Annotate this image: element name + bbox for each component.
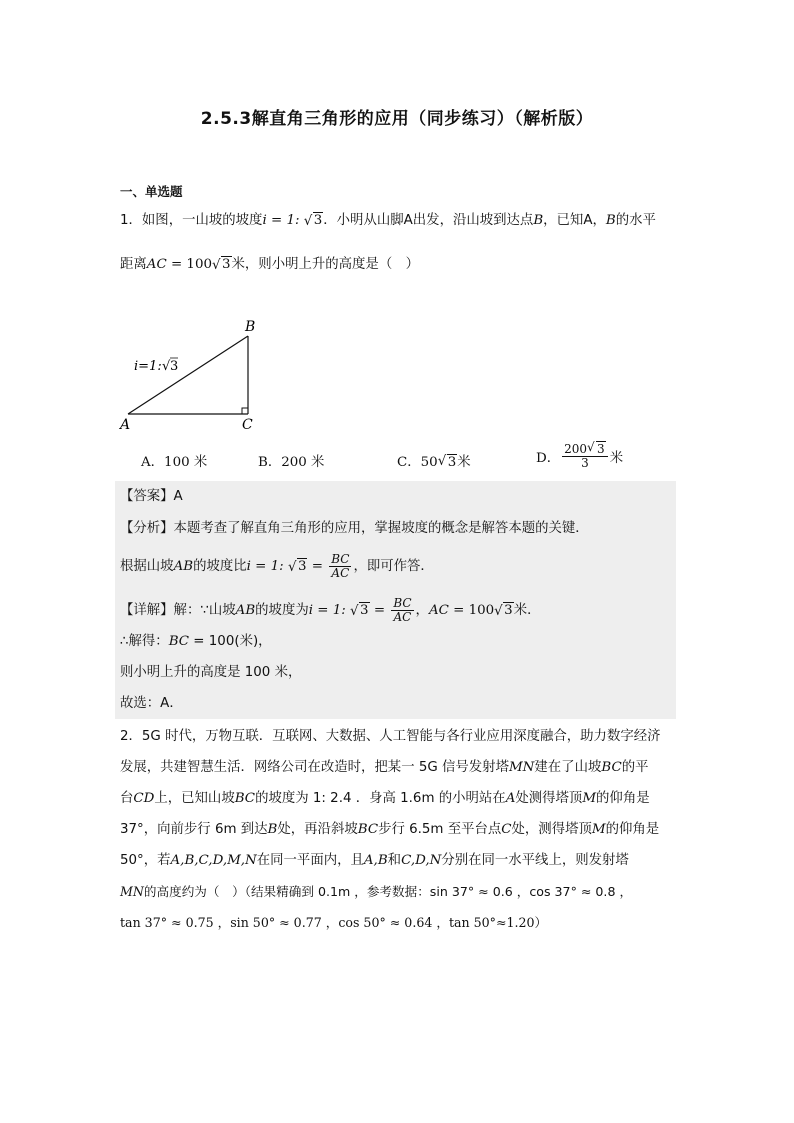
option-b: B．200 米 <box>258 455 325 470</box>
answer-line: 【答案】A <box>120 489 183 504</box>
analysis-line: 【分析】本题考查了解直角三角形的应用，掌握坡度的概念是解答本题的关键． <box>120 521 589 536</box>
slope-sqrt-sign: √ <box>162 359 171 374</box>
page-title: 2.5.3解直角三角形的应用（同步练习）（解析版） <box>200 109 594 129</box>
detail-line-3: 则小明上升的高度是 100 米， <box>120 665 302 680</box>
analysis-line-2: 根据山坡AB的坡度比i = 1: √ 3 = $\frac{BC}{AC}$ ，即可作答． <box>120 553 434 580</box>
slope-label: i=1: <box>134 359 162 374</box>
detail-line-1: 【详解】解：∵山坡AB的坡度为i = 1: √ 3 = $\frac{BC}{AC}$ ，AC = 100√ 3米． <box>120 597 540 624</box>
detail-line-4: 故选：A． <box>120 696 183 711</box>
slope-radicand: 3 <box>170 359 179 374</box>
vertex-label-b: B <box>245 319 256 335</box>
vertex-label-c: C <box>242 417 253 433</box>
q1-line-2: 距离AC = 100√ 3米，则小明上升的高度是（ ） <box>120 255 419 275</box>
option-c: C．50√ 3米 <box>397 451 471 470</box>
q1-line-1: 1．如图，一山坡的坡度i = 1: √ 3．小明从山脚A出发，沿山坡到达点B，已知A，B的水平 <box>120 211 656 231</box>
section-heading: 一、单选题 <box>120 184 183 199</box>
q2-line-1: 2．5G 时代，万物互联．互联网、大数据、人工智能与各行业应用深度融合，助力数字经济 <box>120 729 661 744</box>
q2-line-7: tan 37° ≈ 0.75 ，sin 50° ≈ 0.77 ，cos 50° ≈ 0.64 ，tan 50°≈1.20） <box>120 915 548 930</box>
q2-line-6: MN的高度约为（ ）（结果精确到 0.1m ，参考数据：sin 37° ≈ 0.6 ，cos 37° ≈ 0.8 ， <box>120 884 633 899</box>
triangle-figure <box>112 316 272 438</box>
option-d: D． $\frac{200√ 3}{3}$ 米 <box>536 443 623 470</box>
q2-line-5: 50°，若A,B,C,D,M,N在同一平面内，且A,B和C,D,N分别在同一水平线上，则发射塔 <box>120 853 629 868</box>
slope-line-ab <box>128 336 248 414</box>
q2-line-3: 台CD上，已知山坡BC的坡度为 1: 2.4 ．身高 1.6m 的小明站在A处测得塔顶M的仰角是 <box>120 791 650 806</box>
q2-line-4: 37°，向前步行 6m 到达B处，再沿斜坡BC步行 6.5m 至平台点C处，测得塔顶M的仰角是 <box>120 822 660 837</box>
option-a: A．100 米 <box>141 455 208 470</box>
right-angle-mark <box>242 408 248 414</box>
vertex-label-a: A <box>120 417 131 433</box>
q2-line-2: 发展，共建智慧生活．网络公司在改造时，把某一 5G 信号发射塔MN建在了山坡BC的平 <box>120 760 649 775</box>
detail-line-2: ∴解得：BC = 100(米)， <box>120 634 272 649</box>
